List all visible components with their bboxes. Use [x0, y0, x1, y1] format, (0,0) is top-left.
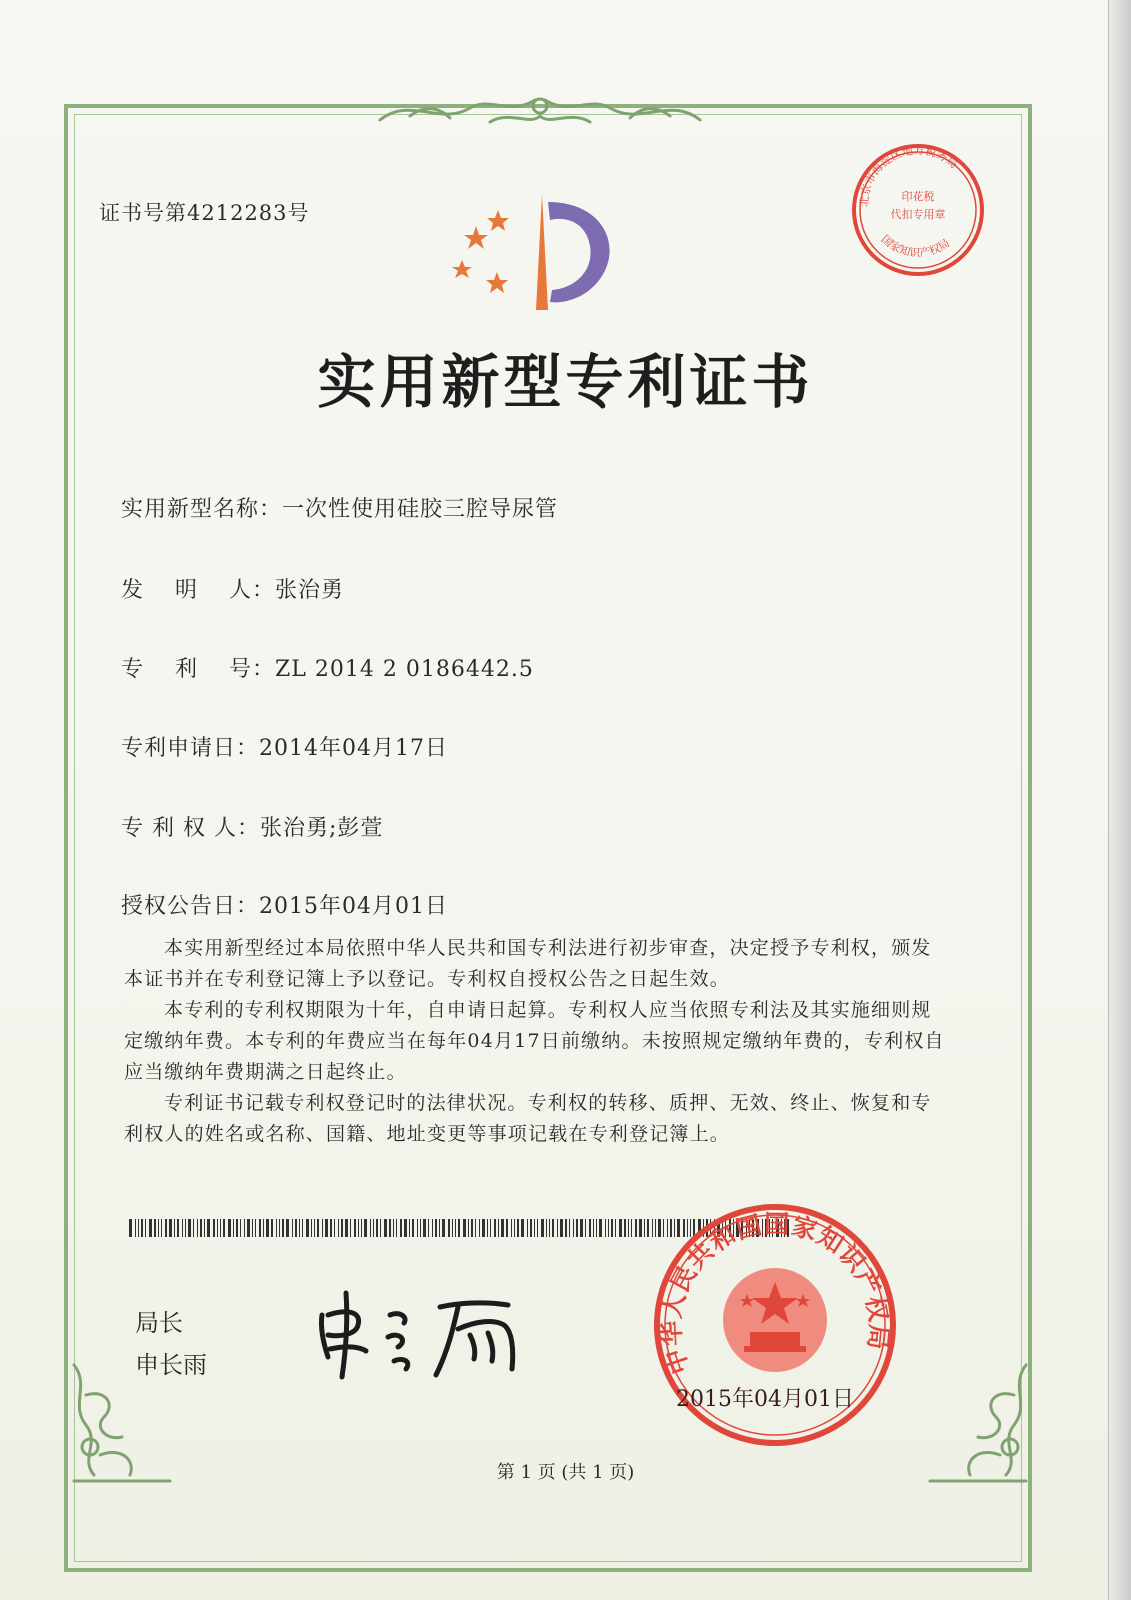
barcode-bar: [223, 1219, 225, 1237]
barcode-bar: [317, 1219, 319, 1237]
barcode-bar: [169, 1219, 172, 1237]
barcode-bar: [244, 1219, 245, 1237]
barcode-bar: [384, 1219, 387, 1237]
barcode-bar: [177, 1219, 179, 1237]
barcode-bar: [213, 1219, 215, 1237]
barcode-bar: [322, 1219, 323, 1237]
patent-office-emblem: [452, 180, 627, 315]
barcode-bar: [432, 1219, 433, 1237]
barcode-bar: [589, 1219, 591, 1237]
body-paragraph: 本实用新型经过本局依照中华人民共和国专利法进行初步审查，决定授予专利权，颁发本证书并在专利登记簿上予以登记。专利权自授权公告之日起生效。: [124, 937, 932, 990]
barcode-bar: [423, 1219, 426, 1237]
barcode-bar: [475, 1219, 476, 1237]
barcode-bar: [233, 1219, 234, 1237]
barcode-bar: [463, 1219, 466, 1237]
barcode-bar: [314, 1219, 315, 1237]
director-name: 申长雨: [135, 1351, 207, 1379]
svg-text:北京市海淀区地方税务局: 北京市海淀区地方税务局: [857, 143, 961, 208]
barcode-bar: [279, 1219, 280, 1237]
barcode-bar: [455, 1219, 456, 1237]
barcode-bar: [580, 1219, 583, 1237]
barcode-bar: [302, 1219, 303, 1237]
barcode-bar: [276, 1219, 277, 1237]
barcode-bar: [409, 1219, 410, 1237]
barcode-bar: [138, 1219, 139, 1237]
barcode-bar: [292, 1219, 293, 1237]
barcode-bar: [628, 1219, 629, 1237]
barcode-bar: [149, 1219, 152, 1237]
svg-text:中华人民共和国国家知识产权局: 中华人民共和国国家知识产权局: [656, 1209, 894, 1378]
barcode-bar: [228, 1219, 231, 1237]
tax-stamp-seal: [848, 140, 988, 280]
barcode-bar: [330, 1219, 332, 1237]
barcode-bar: [263, 1219, 264, 1237]
barcode-bar: [442, 1219, 445, 1237]
barcode-bar: [204, 1219, 205, 1237]
barcode-bar: [236, 1219, 238, 1237]
barcode-bar: [361, 1219, 362, 1237]
barcode-bar: [396, 1219, 397, 1237]
field-label: 授权公告日：: [121, 894, 260, 919]
field-label: 专 利 号：: [121, 657, 275, 682]
page-indicator: 第 1 页 (共 1 页): [496, 1462, 635, 1483]
barcode-bar: [299, 1219, 300, 1237]
barcode-bar: [420, 1219, 421, 1237]
barcode-bar: [417, 1219, 418, 1237]
certificate-body: [124, 933, 950, 1150]
barcode-bar: [506, 1219, 508, 1237]
barcode-bar: [400, 1219, 402, 1237]
barcode-bar: [439, 1219, 440, 1237]
barcode-bar: [573, 1219, 574, 1237]
body-paragraph: 专利证书记载专利权登记时的法律状况。专利权的转移、质押、无效、终止、恢复和专利权人的姓名或名称、国籍、地址变更等事项记载在专利登记簿上。: [124, 1092, 932, 1145]
barcode-bar: [345, 1219, 348, 1237]
barcode-bar: [549, 1219, 550, 1237]
barcode-bar: [185, 1219, 186, 1237]
barcode-bar: [428, 1219, 429, 1237]
barcode-bar: [247, 1219, 250, 1237]
barcode-bar: [286, 1219, 289, 1237]
barcode-bar: [364, 1219, 367, 1237]
barcode-bar: [560, 1219, 563, 1237]
barcode-bar: [611, 1219, 613, 1237]
barcode-bar: [217, 1219, 218, 1237]
barcode-bar: [370, 1219, 371, 1237]
barcode-bar: [576, 1219, 578, 1237]
barcode-bar: [354, 1219, 356, 1237]
barcode-bar: [389, 1219, 391, 1237]
barcode-bar: [541, 1219, 544, 1237]
barcode-bar: [596, 1219, 597, 1237]
field-label: 专 利 权 人：: [121, 816, 260, 841]
barcode-bar: [350, 1219, 351, 1237]
field-inventor: [121, 573, 344, 604]
barcode-bar: [635, 1219, 637, 1237]
barcode-bar: [404, 1219, 407, 1237]
barcode-bar: [608, 1219, 609, 1237]
svg-text:印花税: 印花税: [901, 190, 935, 203]
barcode-bar: [334, 1219, 335, 1237]
barcode-bar: [207, 1219, 210, 1237]
barcode-bar: [557, 1219, 558, 1237]
barcode-bar: [521, 1219, 524, 1237]
barcode-bar: [306, 1219, 309, 1237]
barcode-bar: [490, 1219, 491, 1237]
barcode-bar: [599, 1219, 602, 1237]
barcode-bar: [552, 1219, 554, 1237]
barcode-bar: [501, 1219, 504, 1237]
barcode-bar: [373, 1219, 374, 1237]
barcode-bar: [631, 1219, 632, 1237]
barcode-bar: [487, 1219, 488, 1237]
director-signature: [308, 1285, 548, 1380]
barcode-bar: [193, 1219, 194, 1237]
barcode-bar: [358, 1219, 359, 1237]
barcode-bar: [325, 1219, 328, 1237]
barcode-bar: [188, 1219, 191, 1237]
field-value: ZL 2014 2 0186442.5: [275, 657, 534, 682]
barcode-bar: [458, 1219, 460, 1237]
svg-text:代扣专用章: 代扣专用章: [890, 208, 946, 221]
barcode-bar: [376, 1219, 378, 1237]
barcode-bar: [182, 1219, 183, 1237]
barcode-bar: [154, 1219, 156, 1237]
barcode-bar: [380, 1219, 381, 1237]
barcode-bar: [145, 1219, 146, 1237]
barcode-bar: [514, 1219, 515, 1237]
barcode-bar: [482, 1219, 485, 1237]
barcode-bar: [240, 1219, 241, 1237]
barcode-bar: [498, 1219, 499, 1237]
barcode-bar: [220, 1219, 221, 1237]
barcode-bar: [479, 1219, 480, 1237]
director-title: 局长: [135, 1309, 183, 1337]
barcode-bar: [412, 1219, 414, 1237]
barcode-bar: [448, 1219, 450, 1237]
barcode-bar: [534, 1219, 535, 1237]
barcode-bar: [158, 1219, 159, 1237]
barcode-bar: [537, 1219, 538, 1237]
barcode-bar: [471, 1219, 473, 1237]
barcode-bar: [511, 1219, 512, 1237]
field-label: 发 明 人：: [121, 578, 275, 603]
barcode-bar: [271, 1219, 273, 1237]
barcode-bar: [141, 1219, 143, 1237]
barcode-bar: [593, 1219, 594, 1237]
barcode-bar: [259, 1219, 261, 1237]
barcode-bar: [644, 1219, 645, 1237]
field-patentee: [121, 811, 383, 842]
barcode-bar: [341, 1219, 343, 1237]
top-ornament: [370, 86, 710, 136]
document-title: 实用新型专利证书: [317, 348, 814, 416]
field-label: 专利申请日：: [121, 736, 260, 761]
barcode-bar: [129, 1219, 132, 1237]
barcode-bar: [282, 1219, 284, 1237]
barcode-bar: [624, 1219, 626, 1237]
barcode-bar: [517, 1219, 519, 1237]
barcode-bar: [197, 1219, 198, 1237]
barcode-bar: [569, 1219, 570, 1237]
barcode-bar: [527, 1219, 528, 1237]
field-value: 一次性使用硅胶三腔导尿管: [282, 497, 559, 522]
scan-edge: [1108, 0, 1131, 1600]
barcode-bar: [452, 1219, 453, 1237]
barcode-bar: [585, 1219, 586, 1237]
field-label: 实用新型名称：: [121, 497, 283, 522]
barcode-bar: [135, 1219, 136, 1237]
barcode-bar: [468, 1219, 469, 1237]
barcode-bar: [266, 1219, 269, 1237]
barcode-bar: [161, 1219, 162, 1237]
barcode-bar: [605, 1219, 606, 1237]
barcode-bar: [393, 1219, 394, 1237]
certificate-number: 证书号第4212283号: [99, 201, 310, 225]
body-paragraph: 本专利的专利权期限为十年，自申请日起算。专利权人应当依照专利法及其实施细则规定缴纳年费。本专利的年费应当在每年04月17日前缴纳。未按照规定缴纳年费的，专利权自应当缴纳年费期满之日起终止。: [124, 999, 945, 1083]
barcode-bar: [615, 1219, 616, 1237]
field-value: 2015年04月01日: [259, 894, 448, 919]
barcode-bar: [165, 1219, 167, 1237]
field-value: 张治勇;彭萱: [259, 816, 384, 841]
barcode-bar: [255, 1219, 256, 1237]
barcode-bar: [311, 1219, 312, 1237]
barcode-bar: [435, 1219, 437, 1237]
barcode-bar: [295, 1219, 297, 1237]
field-value: 2014年04月17日: [259, 736, 448, 761]
seal-date: 2015年04月01日: [676, 1387, 854, 1412]
barcode-bar: [647, 1219, 649, 1237]
barcode-bar: [200, 1219, 202, 1237]
barcode-bar: [546, 1219, 547, 1237]
barcode-bar: [338, 1219, 339, 1237]
barcode-bar: [565, 1219, 567, 1237]
field-patent-number: [121, 652, 534, 683]
barcode-bar: [639, 1219, 642, 1237]
field-utility-model-name: [121, 492, 558, 523]
svg-text:国家知识产权局: 国家知识产权局: [878, 232, 953, 260]
field-value: 张治勇: [275, 578, 345, 603]
barcode-bar: [174, 1219, 175, 1237]
field-grant-date: [121, 889, 448, 920]
barcode-bar: [494, 1219, 496, 1237]
barcode-bar: [619, 1219, 622, 1237]
barcode-bar: [252, 1219, 253, 1237]
barcode-bar: [530, 1219, 532, 1237]
field-application-date: [121, 731, 448, 762]
